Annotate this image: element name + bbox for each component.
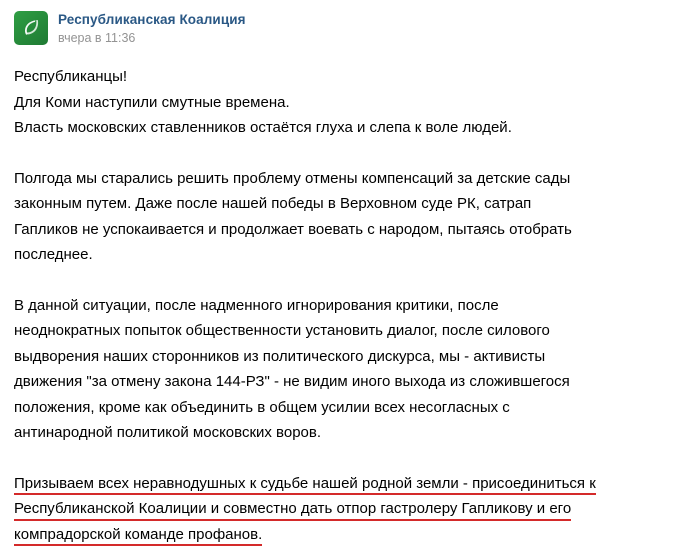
paragraph-line: Гапликов не успокаивается и продолжает воевать с народом, пытаясь отобрать [14,221,572,238]
post-header-text [58,10,246,46]
paragraph-line: Призываем всех неравнодушных к судьбе нашей родной земли - присоединиться к [14,471,596,497]
paragraph-line: законным путем. Даже после нашей победы в Верховном суде РК, сатрап [14,195,531,212]
paragraph-line: положения, кроме как объединить в общем усилии всех несогласных с [14,399,510,416]
post-body [14,64,683,547]
group-name[interactable]: Республиканская Коалиция [58,11,246,28]
avatar[interactable] [14,11,48,45]
post-date[interactable]: вчера в 11:36 [58,30,246,46]
paragraph-line: Власть московских ставленников остаётся глуха и слепа к воле людей. [14,119,512,136]
paragraph-call-to-action [14,471,683,547]
paragraph-line: неоднократных попыток общественности установить диалог, после силового [14,322,550,339]
paragraph-line: Для Коми наступили смутные времена. [14,94,290,111]
paragraph-line: выдворения наших сторонников из политического дискурса, мы - активисты [14,348,545,365]
leaf-emblem-icon [14,11,48,45]
paragraph-line: В данной ситуации, после надменного игнорирования критики, после [14,297,499,314]
paragraph-line: Республиканской Коалиции и совместно дать отпор гастролеру Гапликову и его [14,496,571,522]
paragraph-line: последнее. [14,246,93,263]
paragraph-greeting [14,64,683,141]
post-header [14,10,683,56]
paragraph-situation [14,293,683,446]
paragraph-line: Республиканцы! [14,68,127,85]
paragraph-line: антинародной политикой московских воров. [14,424,321,441]
paragraph-line: Полгода мы старались решить проблему отмены компенсаций за детские сады [14,170,570,187]
paragraph-kindergarten-compensations [14,166,683,268]
paragraph-line: движения "за отмену закона 144-РЗ" - не видим иного выхода из сложившегося [14,373,570,390]
paragraph-line: компрадорской команде профанов. [14,522,262,547]
